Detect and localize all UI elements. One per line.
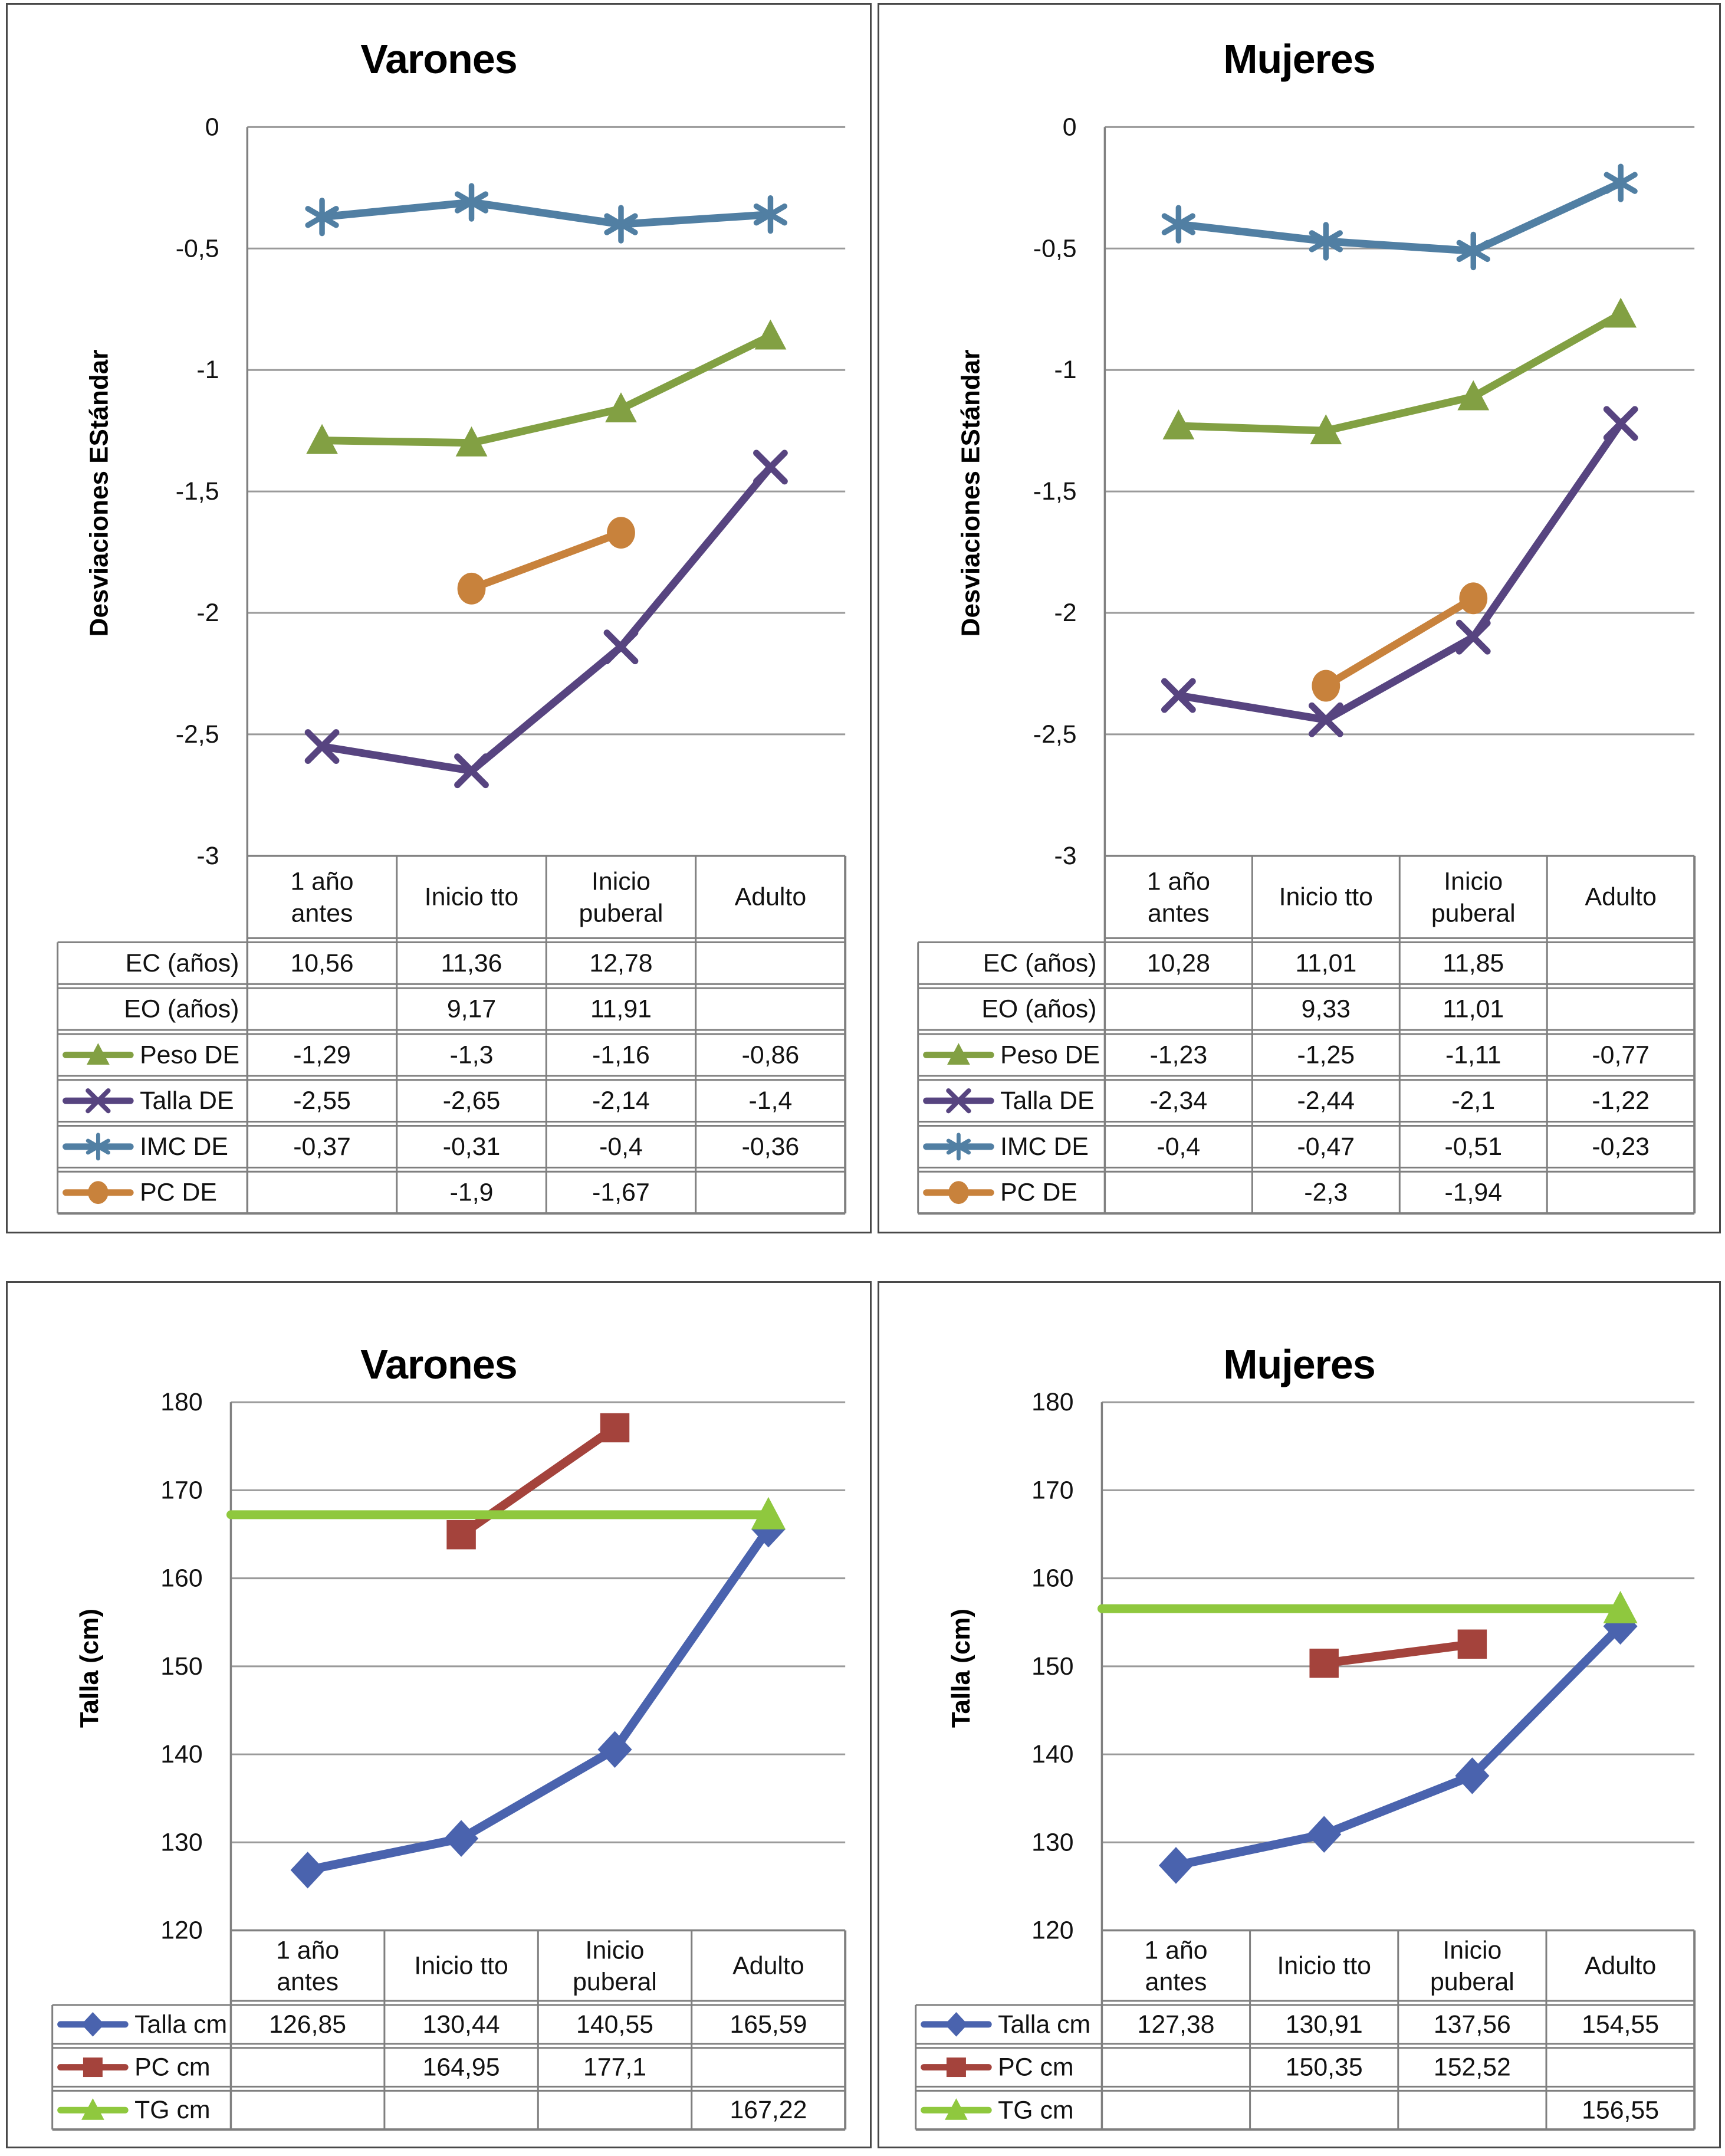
category-header: Inicio tto [414,1951,508,1980]
table-row [66,1087,793,1115]
table-row [61,2010,807,2039]
table-cell-value: -1,94 [1444,1178,1503,1207]
table-cell-value: -2,14 [592,1087,650,1115]
table-cell-value: 177,1 [583,2053,647,2082]
table-cell-value: 154,55 [1582,2010,1660,2039]
row-label: EO (años) [981,995,1097,1023]
y-tick-label: -2 [1054,599,1077,628]
category-header: Inicio tto [1277,1951,1371,1980]
table-row [66,1041,800,1069]
table-cell-value: 130,91 [1285,2010,1363,2039]
y-tick-label: -0,5 [1033,234,1077,263]
category-header: Adulto [1585,882,1657,911]
table-cell-value: 126,85 [269,2010,347,2039]
table-cell-value: -2,1 [1451,1087,1496,1115]
point-marker [1312,670,1340,702]
point-marker [600,1413,629,1442]
legend-key-peso-de [926,1043,991,1065]
table-cell-value: -0,77 [1592,1041,1650,1069]
series-talla-cm [291,1511,786,1888]
series-line [1176,1626,1621,1865]
table-row [981,995,1504,1023]
point-marker [446,1520,475,1549]
y-tick-label: 140 [160,1740,203,1769]
table-cell-value: -0,47 [1297,1132,1355,1161]
table-row [61,2053,646,2082]
row-label: TG cm [998,2096,1074,2125]
legend-key-tg-cm [61,2098,126,2120]
table-cell-value: -2,65 [442,1087,501,1115]
plot-series [306,186,786,785]
legend-key-imc-de [66,1135,131,1159]
point-marker [1307,1816,1341,1853]
legend-key-tg-cm [924,2098,989,2120]
square-marker [446,1520,475,1549]
table-cell-value: 11,36 [441,949,502,977]
y-tick-label: 150 [160,1652,203,1681]
table-cell-value: -0,86 [741,1041,800,1069]
series-peso-de [1162,298,1637,445]
table-cell-value: -1,16 [592,1041,650,1069]
y-tick-label: -3 [196,841,219,870]
point-marker [444,1820,478,1857]
category-header-line2: antes [1148,899,1210,928]
y-tick-label: 120 [1031,1916,1074,1945]
table-cell-value: 165,59 [730,2010,807,2039]
table-cell-value: -0,51 [1444,1132,1503,1161]
point-marker [1458,1629,1487,1658]
y-axis-tick-labels [1033,113,1077,869]
series-line [472,533,621,589]
y-tick-label: 170 [160,1476,203,1505]
plot-series [1162,166,1637,734]
category-header-line2: puberal [573,1968,657,1997]
point-marker [1457,380,1489,411]
category-header-line2: puberal [579,899,663,928]
series-imc-de [308,186,784,241]
point-marker [755,320,787,350]
diamond-marker [291,1852,325,1888]
table-cell-value: 130,44 [422,2010,500,2039]
table-cell-value: 164,95 [422,2053,500,2082]
y-tick-label: 180 [160,1388,203,1417]
category-header-line2: puberal [1431,899,1516,928]
table-cell-value: -2,55 [293,1087,351,1115]
series-line [308,1529,768,1870]
circle-marker [948,1181,968,1204]
table-cell-value: 140,55 [576,2010,654,2039]
triangle-marker [1605,298,1637,328]
category-header-line2: antes [1145,1968,1207,1997]
row-label: TG cm [134,2096,211,2125]
square-marker [83,2057,103,2077]
chart-mujeres-de [879,5,1719,1232]
series-imc-de [1164,166,1635,267]
y-tick-label: -2 [196,599,219,628]
category-header: Inicio tto [1279,882,1374,911]
circle-marker [88,1181,108,1204]
asterisk-marker [1606,166,1635,199]
triangle-marker [755,320,787,350]
circle-marker [458,573,486,605]
circle-marker [607,517,635,549]
series-line [1178,183,1621,251]
circle-marker [1312,670,1340,702]
legend-key-imc-de [926,1135,991,1159]
legend-key-talla-de [926,1091,991,1111]
y-tick-label: 130 [1031,1828,1074,1857]
legend-marker [948,1181,968,1204]
table-cell-value: 137,56 [1433,2010,1511,2039]
point-marker [1606,409,1635,438]
row-label: IMC DE [140,1132,228,1161]
y-tick-label: -1,5 [175,477,219,506]
category-header-line2: puberal [1430,1968,1514,1997]
point-marker [1606,166,1635,199]
table-rows [924,2010,1659,2124]
chart-varones-de [8,5,870,1232]
table-cell-value: -2,44 [1297,1087,1355,1115]
y-tick-label: 0 [205,113,219,142]
y-axis-title: Talla (cm) [947,1608,975,1728]
category-headers [1144,1936,1656,1996]
table-cell-value: 9,33 [1301,995,1351,1023]
y-tick-label: -2,5 [1033,720,1077,749]
legend-key-talla-cm [61,2012,126,2037]
y-axis-title: Desviaciones EStándar [956,349,985,636]
series-line [1326,598,1473,685]
legend-marker [945,2012,968,2037]
y-tick-label: 140 [1031,1740,1074,1769]
chart-title: Varones [360,1341,517,1387]
category-headers [1147,868,1657,928]
legend-key-pc-de [66,1181,131,1204]
row-label: PC DE [140,1178,217,1207]
table-cell-value: -1,22 [1592,1087,1650,1115]
table-cell-value: -1,3 [449,1041,494,1069]
category-header: Adulto [732,1951,804,1980]
diamond-marker [1307,1816,1341,1853]
table-cell-value: 152,52 [1433,2053,1511,2082]
table-cell-value: -1,9 [449,1178,494,1207]
row-label: PC cm [134,2053,211,2082]
table-cell-value: 11,01 [1295,949,1357,977]
point-marker [1309,1649,1338,1678]
diamond-marker [945,2012,968,2037]
panel-varones-talla [6,1281,872,2148]
series-line [322,467,770,771]
table-cell-value: 9,17 [446,995,497,1023]
legend-key-pc-cm [924,2057,989,2077]
row-label: Talla DE [140,1087,234,1115]
y-tick-label: 130 [160,1828,203,1857]
series-pc-cm [446,1413,629,1550]
table-row [126,949,653,977]
panel-mujeres-talla [878,1281,1721,2148]
y-axis-title: Talla (cm) [75,1608,104,1728]
triangle-marker [1457,380,1489,411]
point-marker [757,453,785,481]
table-row [124,995,652,1023]
category-header-line1: Inicio [1443,1936,1502,1965]
table-cell-value: -1,67 [592,1178,650,1207]
table-cell-value: 11,01 [1443,995,1504,1023]
x-marker [1606,409,1635,438]
y-tick-label: 170 [1031,1476,1074,1505]
table-row [66,1133,800,1161]
chart-title: Mujeres [1223,1341,1375,1387]
plot-series [231,1413,786,1889]
legend-key-pc-de [926,1181,991,1204]
table-row [926,1087,1650,1115]
point-marker [607,517,635,549]
y-tick-label: 160 [1031,1564,1074,1593]
series-line [322,202,770,224]
chart-title: Mujeres [1223,36,1375,82]
category-header-line1: Inicio [1444,867,1503,896]
y-tick-label: -2,5 [175,720,219,749]
table-rows [61,2010,807,2124]
table-row [924,2010,1659,2039]
table-cell-value: 10,28 [1146,949,1210,977]
circle-marker [1459,582,1487,614]
legend-key-pc-cm [61,2057,126,2077]
category-header-line1: Inicio [585,1936,645,1965]
point-marker [291,1852,325,1888]
table-row [924,2053,1511,2082]
category-header: Adulto [1584,1951,1657,1980]
table-row [926,1179,1502,1207]
y-tick-label: 0 [1062,113,1077,142]
category-header-line1: 1 año [1146,867,1210,896]
table-cell-value: -1,11 [1445,1041,1501,1069]
table-cell-value: -1,29 [293,1041,351,1069]
square-marker [1458,1629,1487,1658]
legend-marker [88,1181,108,1204]
series-pc-de [458,517,635,605]
plot-series [1102,1591,1637,1884]
point-marker [1459,582,1487,614]
point-marker [458,573,486,605]
diamond-marker [81,2012,104,2037]
table-cell-value: 127,38 [1137,2010,1215,2039]
row-label: Talla cm [998,2010,1091,2039]
square-marker [1309,1649,1338,1678]
table-cell-value: -0,36 [741,1132,800,1161]
x-marker [1459,623,1487,651]
series-pc-cm [1309,1629,1487,1678]
table-cell-value: -1,23 [1149,1041,1208,1069]
row-label: EC (años) [125,949,239,977]
y-axis-tick-labels [176,113,219,869]
point-marker [1159,1847,1193,1883]
y-tick-label: 160 [160,1564,203,1593]
table-cell-value: 156,55 [1582,2096,1660,2125]
panel-mujeres-de [878,3,1721,1233]
category-headers [276,1936,804,1996]
point-marker [1459,623,1487,651]
chart-varones-talla [8,1283,870,2147]
category-header-line1: Inicio [591,867,650,896]
y-axis-tick-labels [160,1388,202,1944]
row-label: PC cm [998,2053,1074,2082]
row-label: PC DE [1000,1178,1077,1207]
legend-key-talla-de [66,1091,131,1111]
legend-marker [81,2012,104,2037]
table-cell-value: -0,4 [599,1132,643,1161]
table-row [924,2096,1659,2124]
row-label: Talla DE [1000,1087,1095,1115]
y-tick-label: 180 [1031,1388,1074,1417]
y-tick-label: 120 [160,1916,203,1945]
legend-marker [947,2057,966,2077]
table-cell-value: -1,4 [748,1087,793,1115]
table-cell-value: 11,91 [590,995,652,1023]
y-tick-label: -1 [196,356,219,385]
category-header: Adulto [734,882,807,911]
row-label: Peso DE [140,1041,240,1069]
diamond-marker [1159,1847,1193,1883]
series-line [1178,424,1621,720]
y-tick-label: -3 [1054,841,1077,870]
table-cell-value: -0,31 [442,1132,501,1161]
table-row [61,2096,807,2124]
table-row [926,1041,1650,1069]
chart-mujeres-talla [879,1283,1719,2147]
x-marker [607,633,635,661]
chart-title: Varones [360,36,517,82]
y-tick-label: -1 [1054,356,1077,385]
y-tick-label: -0,5 [175,234,219,263]
row-label: Peso DE [1000,1041,1100,1069]
category-headers [290,868,806,928]
series-line [1178,314,1621,431]
table-cell-value: 10,56 [290,949,354,977]
table-cell-value: -1,25 [1297,1041,1355,1069]
table-cell-value: 12,78 [589,949,653,977]
square-marker [600,1413,629,1442]
legend-marker [83,2057,103,2077]
y-tick-label: -1,5 [1033,477,1077,506]
table-cell-value: -0,37 [293,1132,351,1161]
table-cell-value: -2,34 [1149,1087,1208,1115]
y-axis-title: Desviaciones EStándar [84,349,114,636]
row-label: EC (años) [983,949,1097,977]
legend-key-talla-cm [924,2012,989,2037]
row-label: IMC DE [1000,1132,1089,1161]
category-header-line2: antes [277,1968,339,1997]
table-row [66,1179,650,1207]
table-row [983,949,1504,977]
legend-key-peso-de [66,1043,131,1065]
y-axis-tick-labels [1031,1388,1073,1944]
square-marker [947,2057,966,2077]
series-peso-de [306,320,786,457]
table-cell-value: -2,3 [1304,1178,1348,1207]
category-header-line1: 1 año [1144,1936,1208,1965]
series-talla-de [1164,409,1635,734]
x-marker [757,453,785,481]
point-marker [607,633,635,661]
category-header: Inicio tto [424,882,519,911]
table-cell-value: -0,23 [1592,1132,1650,1161]
point-marker [1605,298,1637,328]
table-cell-value: -0,4 [1156,1132,1201,1161]
panel-varones-de [6,3,872,1233]
table-cell-value: 150,35 [1285,2053,1363,2082]
y-tick-label: 150 [1031,1652,1074,1681]
diamond-marker [444,1820,478,1857]
gridlines [231,1402,845,1842]
series-line [322,336,770,443]
category-header-line1: 1 año [276,1936,340,1965]
category-header-line1: 1 año [290,867,354,896]
series-line [1324,1644,1472,1663]
table-cell-value: 11,85 [1443,949,1504,977]
table-cell-value: 167,22 [730,2096,807,2125]
table-row [926,1133,1650,1161]
category-header-line2: antes [291,899,353,928]
row-label: EO (años) [124,995,239,1023]
row-label: Talla cm [134,2010,228,2039]
